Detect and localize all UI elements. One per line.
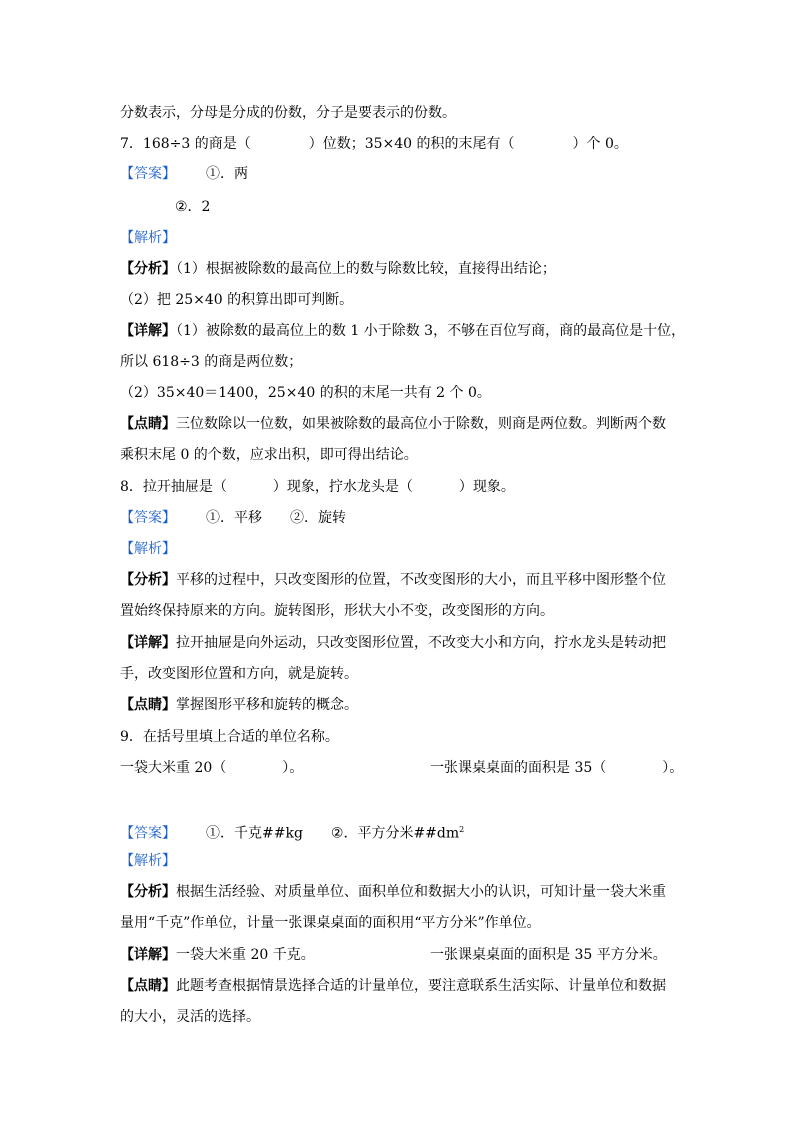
- key-point-tag: 【点睛】: [120, 978, 176, 994]
- question-9-title: 9．在括号里填上合适的单位名称。: [120, 729, 339, 745]
- key-point-line: [120, 414, 666, 434]
- detail-line: （2）35×40＝1400，25×40 的积的末尾一共有 2 个 0。: [120, 385, 491, 401]
- detail-tag: 【详解】: [120, 947, 176, 963]
- question-9-left: [120, 758, 303, 778]
- detail-line-right: 一张课桌桌面的面积是 35 平方分米。: [430, 947, 667, 963]
- answer-label: 【答案】: [120, 166, 176, 182]
- key-point-line: 乘积末尾 0 的个数，应求出积，即可得出结论。: [120, 447, 418, 463]
- analysis-line: 量用“千克”作单位，计量一张课桌桌面的面积用“平方分米”作单位。: [120, 915, 541, 931]
- analysis-tag: 【分析】: [120, 261, 176, 277]
- key-point-text: 掌握图形平移和旋转的概念。: [176, 697, 358, 713]
- q9-right-text: 一张课桌桌面的面积是 35（: [430, 760, 607, 776]
- answer-row-8: [120, 508, 346, 528]
- question-7: [120, 134, 628, 154]
- superscript: 2: [459, 825, 465, 834]
- analysis-line: [120, 259, 556, 279]
- analysis-text: （1）根据被除数的最高位上的数与除数比较，直接得出结论；: [176, 261, 556, 277]
- key-point-tag: 【点睛】: [120, 697, 176, 713]
- analysis-line: （2）把 25×40 的积算出即可判断。: [120, 292, 354, 308]
- q7-part-c: ）个 0。: [572, 136, 628, 152]
- answer-2: ②．平方分米##dm: [330, 825, 460, 842]
- analysis-heading: 【解析】: [120, 541, 176, 557]
- analysis-heading: 【解析】: [120, 230, 176, 246]
- text-line: 分数表示，分母是分成的份数，分子是要表示的份数。: [120, 105, 456, 121]
- q7-part-b: ）位数；35×40 的积的末尾有（: [308, 136, 515, 152]
- answer-label: 【答案】: [120, 825, 176, 842]
- q8-part-b: ）现象，拧水龙头是（: [272, 479, 413, 495]
- detail-text: 一袋大米重 20 千克。: [176, 947, 315, 963]
- answer-1: ①．两: [206, 166, 248, 182]
- analysis-heading: 【解析】: [120, 853, 176, 869]
- answer-1: ①．千克##kg: [206, 825, 303, 842]
- detail-text: 拉开抽屉是向外运动，只改变图形位置，不改变大小和方向，拧水龙头是转动把: [176, 635, 666, 651]
- detail-tag: 【详解】: [120, 323, 176, 339]
- detail-line: [120, 945, 315, 965]
- question-9-right: [430, 758, 683, 778]
- q7-part-a: 7．168÷3 的商是（: [120, 136, 251, 152]
- answer-2: ②．2: [175, 199, 211, 215]
- q8-part-c: ）现象。: [458, 479, 515, 495]
- q9-left-text: 一袋大米重 20（: [120, 760, 227, 776]
- analysis-line: 置始终保持原来的方向。旋转图形，形状大小不变，改变图形的方向。: [120, 603, 554, 619]
- key-point-line: [120, 976, 666, 996]
- analysis-text: 平移的过程中，只改变图形的位置，不改变图形的大小，而且平移中图形整个位: [176, 572, 666, 588]
- key-point-line: 的大小，灵活的选择。: [120, 1009, 260, 1025]
- detail-tag: 【详解】: [120, 635, 176, 651]
- detail-line: 所以 618÷3 的商是两位数；: [120, 354, 303, 370]
- answer-2: ②．旋转: [290, 510, 346, 526]
- key-point-text: 三位数除以一位数，如果被除数的最高位小于除数，则商是两位数。判断两个数: [176, 416, 666, 432]
- analysis-text: 根据生活经验、对质量单位、面积单位和数据大小的认识，可知计量一袋大米重: [176, 884, 666, 900]
- detail-line: [120, 633, 666, 653]
- q8-part-a: 8．拉开抽屉是（: [120, 479, 227, 495]
- answer-label: 【答案】: [120, 510, 176, 526]
- detail-line: [120, 321, 685, 341]
- answer-row-7: [120, 164, 248, 184]
- analysis-tag: 【分析】: [120, 884, 176, 900]
- answer-row-9: [120, 820, 464, 844]
- key-point-line: [120, 695, 358, 715]
- answer-1: ①．平移: [206, 510, 262, 526]
- analysis-line: [120, 570, 666, 590]
- detail-text: （1）被除数的最高位上的数 1 小于除数 3，不够在百位写商，商的最高位是十位，: [176, 323, 686, 339]
- key-point-tag: 【点睛】: [120, 416, 176, 432]
- analysis-line: [120, 882, 666, 902]
- detail-line: 手，改变图形位置和方向，就是旋转。: [120, 666, 358, 682]
- analysis-tag: 【分析】: [120, 572, 176, 588]
- q9-left-end: ）。: [282, 760, 304, 776]
- key-point-text: 此题考查根据情景选择合适的计量单位，要注意联系生活实际、计量单位和数据: [176, 978, 666, 994]
- q9-right-end: ）。: [662, 760, 684, 776]
- question-8: [120, 477, 515, 497]
